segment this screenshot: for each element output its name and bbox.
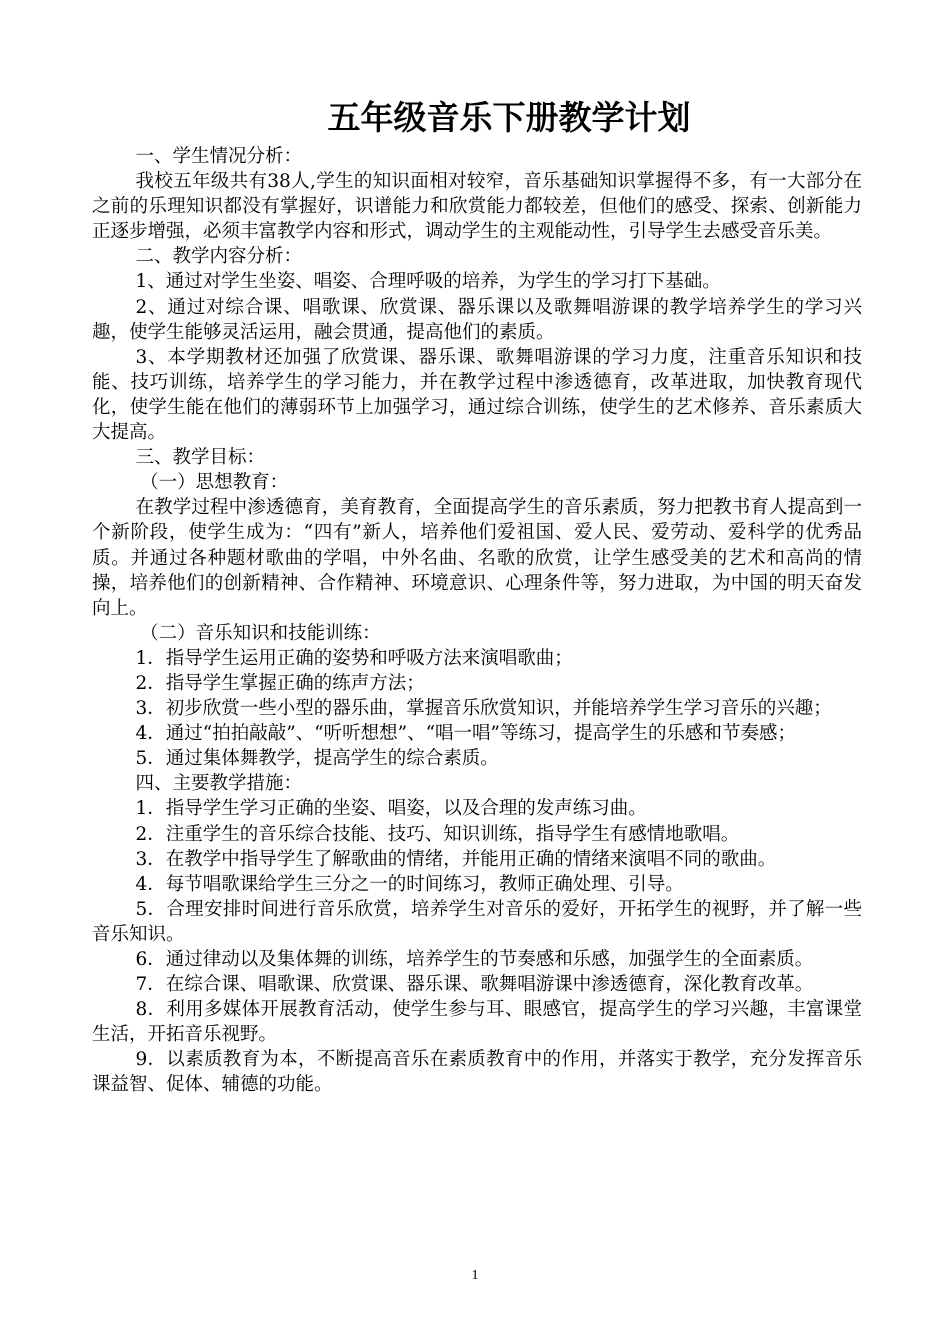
paragraph-moral-education: 在教学过程中渗透德育，美育教育，全面提高学生的音乐素质，努力把教书育人提高到一个新阶段，使学生成为：“四有”新人，培养他们爱祖国、爱人民、爱劳动、爱科学的优秀品质。并通过各种题材歌曲的学唱，中外名曲、名歌的欣赏，让学生感受美的艺术和高尚的情操，培养他们的创新精神、合作精神、环境意识、心理条件等，努力进取，为中国的明天奋发向上。 xyxy=(92,497,862,619)
heading-student-analysis: 一、学生情况分析： xyxy=(135,146,302,167)
skills-item-1: 1．指导学生运用正确的姿势和呼吸方法来演唱歌曲； xyxy=(135,647,573,669)
measure-item-1: 1．指导学生学习正确的坐姿、唱姿，以及合理的发声练习曲。 xyxy=(135,798,647,820)
measure-item-5: 5．合理安排时间进行音乐欣赏，培养学生对音乐的爱好，开拓学生的视野，并了解一些音乐知识。 xyxy=(92,898,862,945)
skills-item-4: 4．通过“拍拍敲敲”、“听听想想”、“唱一唱”等练习，提高学生的乐感和节奏感； xyxy=(135,723,796,745)
measure-item-9: 9．以素质教育为本，不断提高音乐在素质教育中的作用，并落实于教学，充分发挥音乐课益智、促体、辅德的功能。 xyxy=(92,1049,862,1096)
skills-item-3: 3．初步欣赏一些小型的器乐曲，掌握音乐欣赏知识，并能培养学生学习音乐的兴趣； xyxy=(135,698,832,720)
skills-item-5: 5．通过集体舞教学，提高学生的综合素质。 xyxy=(135,748,499,770)
page-title: 五年级音乐下册教学计划 xyxy=(327,98,691,137)
document-body xyxy=(92,144,862,1098)
subheading-moral-education: （一）思想教育： xyxy=(140,472,289,494)
measure-item-2: 2．注重学生的音乐综合技能、技巧、知识训练，指导学生有感情地歌唱。 xyxy=(135,823,740,845)
heading-content-analysis: 二、教学内容分析： xyxy=(135,246,302,268)
content-item-3: 3、本学期教材还加强了欣赏课、器乐课、歌舞唱游课的学习力度，注重音乐知识和技能、技巧训练，培养学生的学习能力，并在教学过程中渗透德育，改革进取，加快教育现代化，使学生能在他们的薄弱环节上加强学习，通过综合训练，使学生的艺术修养、音乐素质大大提高。 xyxy=(92,346,862,444)
measure-item-8: 8．利用多媒体开展教育活动，使学生参与耳、眼感官，提高学生的学习兴趣，丰富课堂生活，开拓音乐视野。 xyxy=(92,999,862,1046)
measure-item-4: 4．每节唱歌课给学生三分之一的时间练习，教师正确处理、引导。 xyxy=(135,873,684,895)
page-number: 1 xyxy=(471,1268,479,1283)
skills-item-2: 2．指导学生掌握正确的练声方法； xyxy=(135,672,425,694)
heading-teaching-measures: 四、主要教学措施： xyxy=(135,773,302,795)
content-item-2: 2、通过对综合课、唱歌课、欣赏课、器乐课以及歌舞唱游课的教学培养学生的学习兴趣，使学生能够灵活运用，融会贯通，提高他们的素质。 xyxy=(92,296,862,343)
paragraph-student-analysis: 我校五年级共有38人,学生的知识面相对较窄，音乐基础知识掌握得不多，有一大部分在之前的乐理知识都没有掌握好，识谱能力和欣赏能力都较差，但他们的感受、探索、创新能力正逐步增强，必须丰富教学内容和形式，调动学生的主观能动性，引导学生去感受音乐美。 xyxy=(92,171,862,243)
measure-item-7: 7．在综合课、唱歌课、欣赏课、器乐课、歌舞唱游课中渗透德育，深化教育改革。 xyxy=(135,974,814,996)
heading-teaching-goals: 三、教学目标： xyxy=(135,447,265,469)
measure-item-6: 6．通过律动以及集体舞的训练，培养学生的节奏感和乐感，加强学生的全面素质。 xyxy=(135,949,814,970)
content-item-1: 1、通过对学生坐姿、唱姿、合理呼吸的培养，为学生的学习打下基础。 xyxy=(135,271,721,293)
subheading-music-skills: （二）音乐知识和技能训练： xyxy=(140,622,381,644)
measure-item-3: 3．在教学中指导学生了解歌曲的情绪，并能用正确的情绪来演唱不同的歌曲。 xyxy=(135,848,777,870)
